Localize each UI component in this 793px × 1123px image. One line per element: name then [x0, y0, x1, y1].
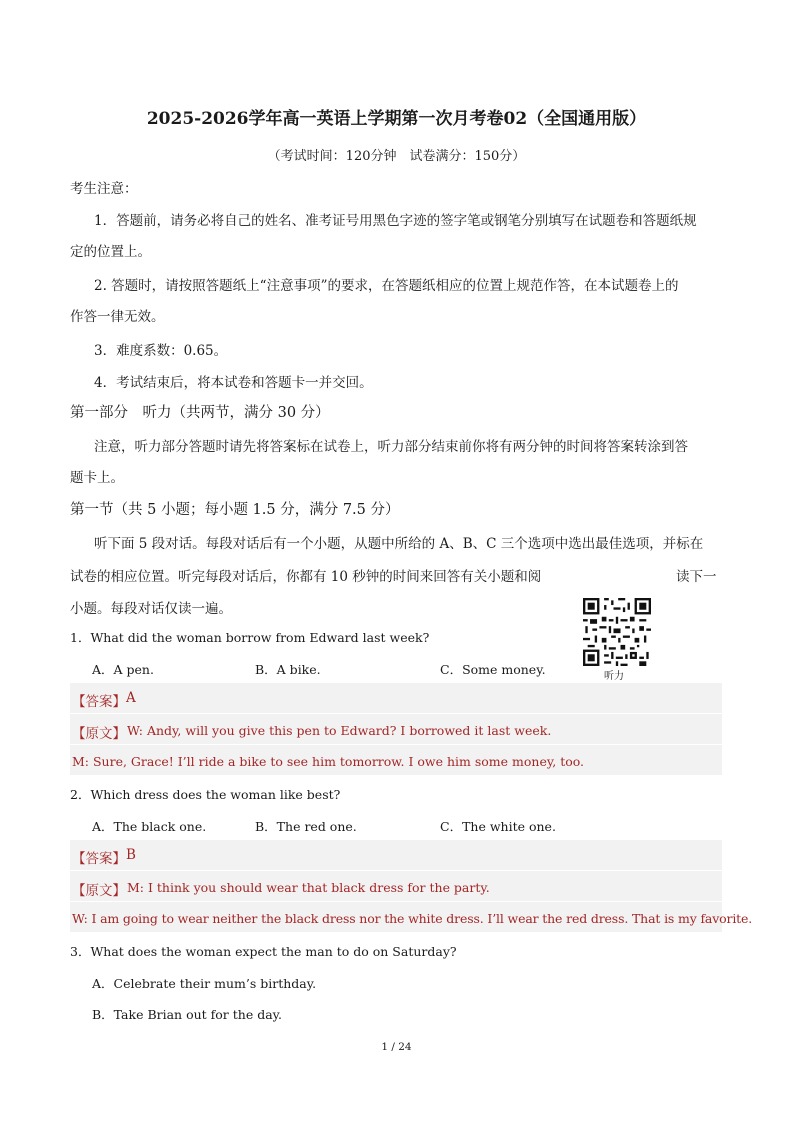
notice-heading: 考生注意： [70, 181, 138, 197]
page-title: 2025-2026学年高一英语上学期第一次月考卷02（全国通用版） [146, 109, 647, 129]
answer-band-2 [70, 840, 722, 870]
qr-label: 听力 [604, 671, 624, 682]
section1-instr-b: 试卷的相应位置。听完每段对话后，你都有 10 秒钟的时间来回答有关小题和阅 [70, 569, 542, 585]
qr-code-icon[interactable] [583, 598, 651, 666]
answer-2: B [126, 847, 136, 863]
question-1-option-a: A．A pen. [92, 662, 154, 677]
notice-item-1b: 定的位置上。 [70, 244, 151, 260]
notice-item-4: 4．考试结束后，将本试卷和答题卡一并交回。 [94, 375, 373, 391]
question-3-stem: 3．What does the woman expect the man to do on Saturday? [70, 944, 457, 959]
exam-info: （考试时间：120分钟 试卷满分：150分） [267, 149, 526, 164]
section1-instr-d: 小题。每段对话仅读一遍。 [70, 601, 232, 617]
question-3-option-b: B．Take Brian out for the day. [92, 1007, 283, 1022]
part1-heading: 第一部分 听力（共两节，满分 30 分） [70, 405, 330, 421]
question-2-option-a: A．The black one. [92, 819, 207, 834]
notice-item-1a: 1．答题前，请务必将自己的姓名、准考证号用黑色字迹的签字笔或钢笔分别填写在试题卷和答题纸规 [94, 213, 697, 229]
question-3-option-a: A．Celebrate their mum’s birthday. [92, 976, 317, 991]
question-1-option-c: C．Some money. [440, 662, 546, 677]
part1-note-b: 题卡上。 [70, 470, 124, 486]
section1-instr-c: 读下一 [676, 569, 717, 585]
notice-item-3: 3．难度系数：0.65。 [94, 343, 228, 359]
answer-1: A [126, 690, 136, 706]
notice-item-2b: 作答一律无效。 [70, 309, 165, 325]
question-1-stem: 1．What did the woman borrow from Edward last week? [70, 630, 430, 645]
section1-instr-a: 听下面 5 段对话。每段对话后有一个小题，从题中所给的 A、B、C 三个选项中选出最佳选项，并标在 [94, 536, 704, 552]
answer-tag-2: 【答案】 [72, 851, 126, 867]
script-tag-2: 【原文】 [72, 883, 126, 899]
script-tag-1: 【原文】 [72, 726, 126, 742]
page-number: 1 / 24 [381, 1041, 412, 1053]
answer-band-1 [70, 683, 722, 713]
answer-tag-1: 【答案】 [72, 694, 126, 710]
question-2-option-b: B．The red one. [255, 819, 357, 834]
notice-item-2a: 2. 答题时，请按照答题纸上“注意事项”的要求，在答题纸相应的位置上规范作答，在本试题卷上的 [94, 278, 679, 294]
script-1-line-2: M: Sure, Grace! I’ll ride a bike to see him tomorrow. I owe him some money, too. [72, 754, 585, 769]
question-2-stem: 2．Which dress does the woman like best? [70, 787, 341, 802]
script-2-line-1: M: I think you should wear that black dress for the party. [127, 880, 490, 895]
part1-note-a: 注意，听力部分答题时请先将答案标在试卷上，听力部分结束前你将有两分钟的时间将答案转涂到答 [94, 439, 688, 455]
script-2-line-2: W: I am going to wear neither the black dress nor the white dress. I’ll wear the red dress. That is my favorite. [72, 911, 753, 926]
section1-heading: 第一节（共 5 小题；每小题 1.5 分，满分 7.5 分） [70, 502, 400, 518]
script-1-line-1: W: Andy, will you give this pen to Edward? I borrowed it last week. [127, 723, 552, 738]
question-1-option-b: B．A bike. [255, 662, 321, 677]
question-2-option-c: C．The white one. [440, 819, 556, 834]
